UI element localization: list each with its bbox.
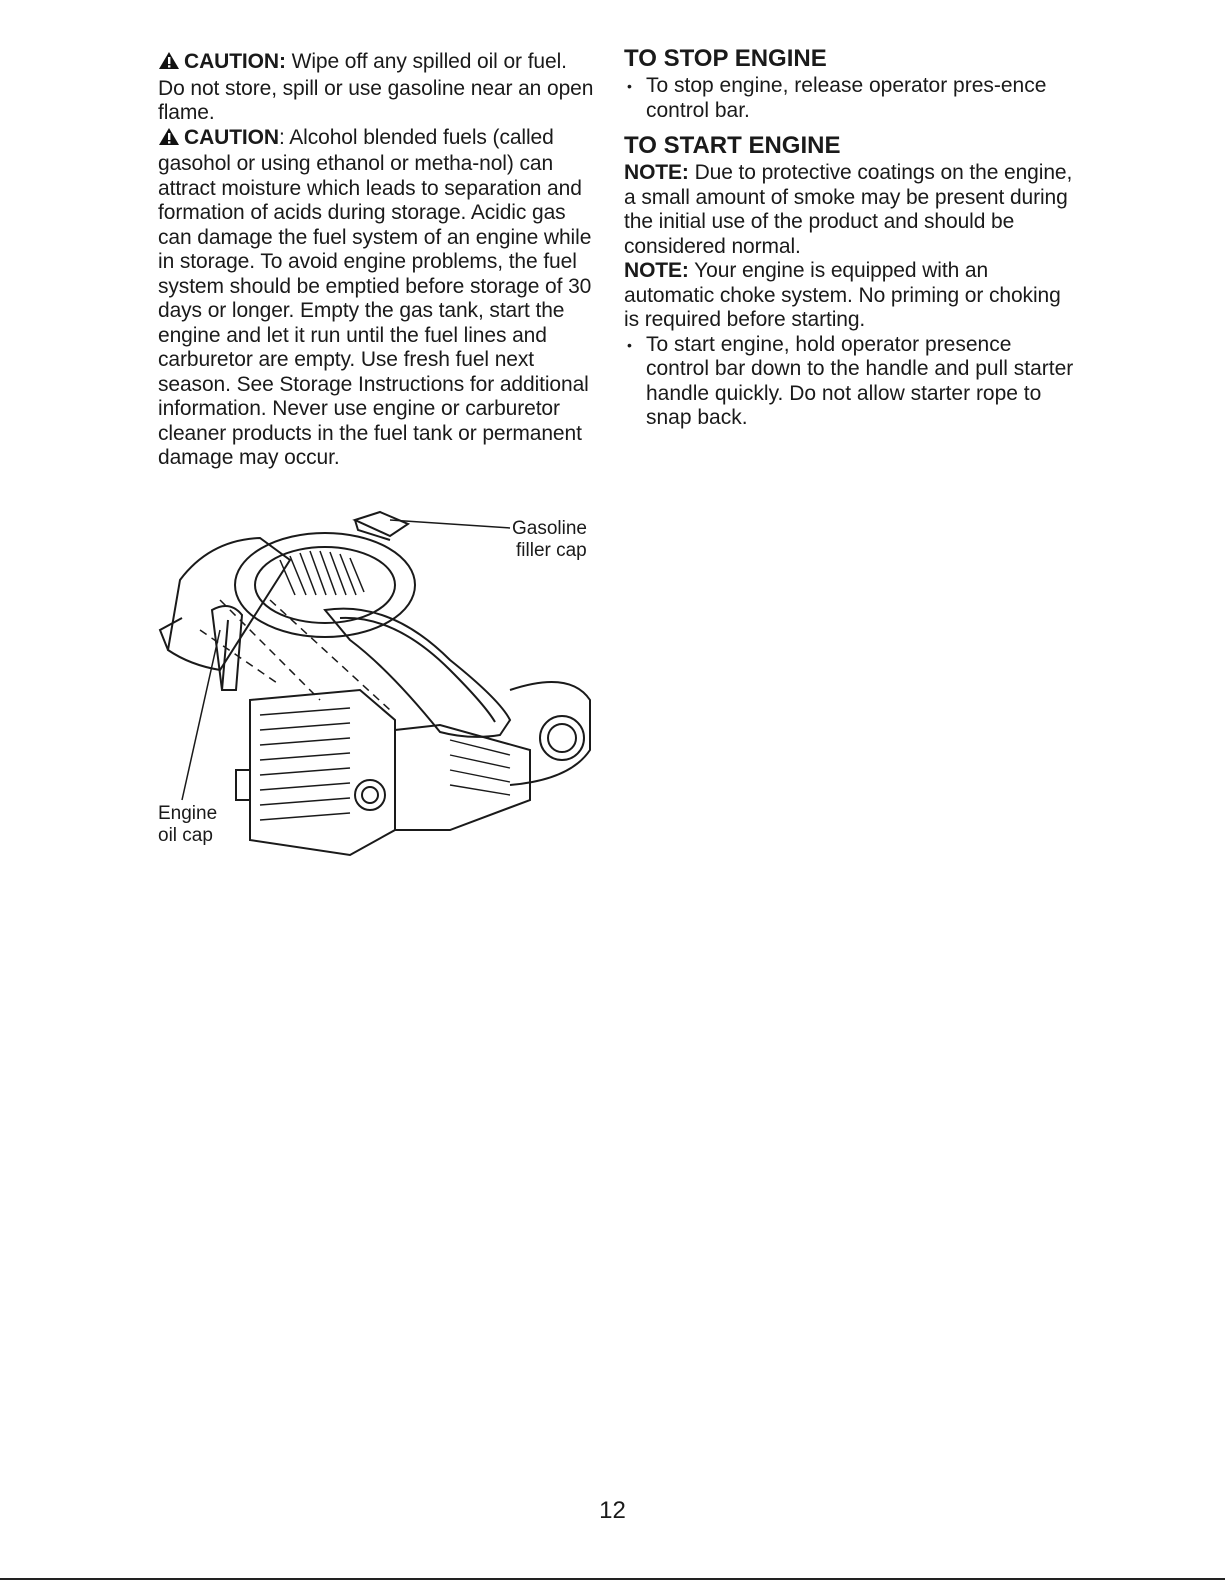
caution-label: CAUTION: [184, 125, 279, 149]
step-text: To start engine, hold operator presence control bar down to the handle and pull starter handle quickly. Do not allow starter rope to snap back.: [646, 332, 1074, 429]
bullet-icon: •: [627, 78, 632, 94]
caution-paragraph-alcohol: [158, 126, 598, 471]
callout-line: Gasoline: [512, 518, 587, 539]
warning-triangle-icon: [158, 51, 180, 77]
callout-line: Engine: [158, 803, 218, 824]
step-text: To stop engine, release operator pres-ence control bar.: [646, 74, 1047, 122]
engine-oil-cap-callout: [158, 803, 217, 847]
bottom-rule: [0, 1578, 1225, 1580]
stop-engine-step: [624, 74, 1074, 123]
callout-line: oil cap: [158, 825, 213, 846]
caution-paragraph-spill: [158, 50, 598, 126]
right-column: [624, 44, 1074, 431]
page-number: 12: [599, 1497, 626, 1524]
note-label: NOTE:: [624, 161, 689, 184]
gasoline-filler-cap-callout: [512, 518, 587, 562]
caution-text: Wipe off any spilled oil or fuel. Do not store, spill or use gasoline near an open flame.: [158, 50, 594, 124]
note-text: Due to protective coatings on the engine, a small amount of smoke may be present during the initial use of the product and should be considered normal.: [624, 161, 1073, 258]
note-paragraph-choke: [624, 259, 1074, 333]
warning-triangle-icon: [158, 127, 180, 153]
caution-text: : Alcohol blended fuels (called gasohol or using ethanol or metha-nol) can attract moisture which leads to separation and formation of acids during storage. Acidic gas can damage the fuel system of an engine while in storage. To avoid engine problems, the fuel system should be emptied before storage of 30 days or longer. Empty the gas tank, start the engine and let it run until the fuel lines and carburetor are empty. Use fresh fuel next season. See Storage Instructions for additional information. Never use engine or carburetor cleaner products in the fuel tank or permanent damage may occur.: [158, 125, 592, 469]
bullet-icon: •: [627, 336, 632, 353]
note-text: Your engine is equipped with an automatic choke system. No priming or choking is required before starting.: [624, 259, 1061, 331]
left-column: [158, 50, 598, 471]
start-engine-step: [624, 333, 1074, 431]
caution-label: CAUTION:: [184, 50, 286, 73]
callout-line: filler cap: [516, 540, 587, 561]
start-engine-heading: TO START ENGINE: [624, 132, 841, 159]
stop-engine-heading: TO STOP ENGINE: [624, 45, 827, 72]
note-paragraph-smoke: [624, 161, 1074, 259]
note-label: NOTE:: [624, 259, 689, 282]
